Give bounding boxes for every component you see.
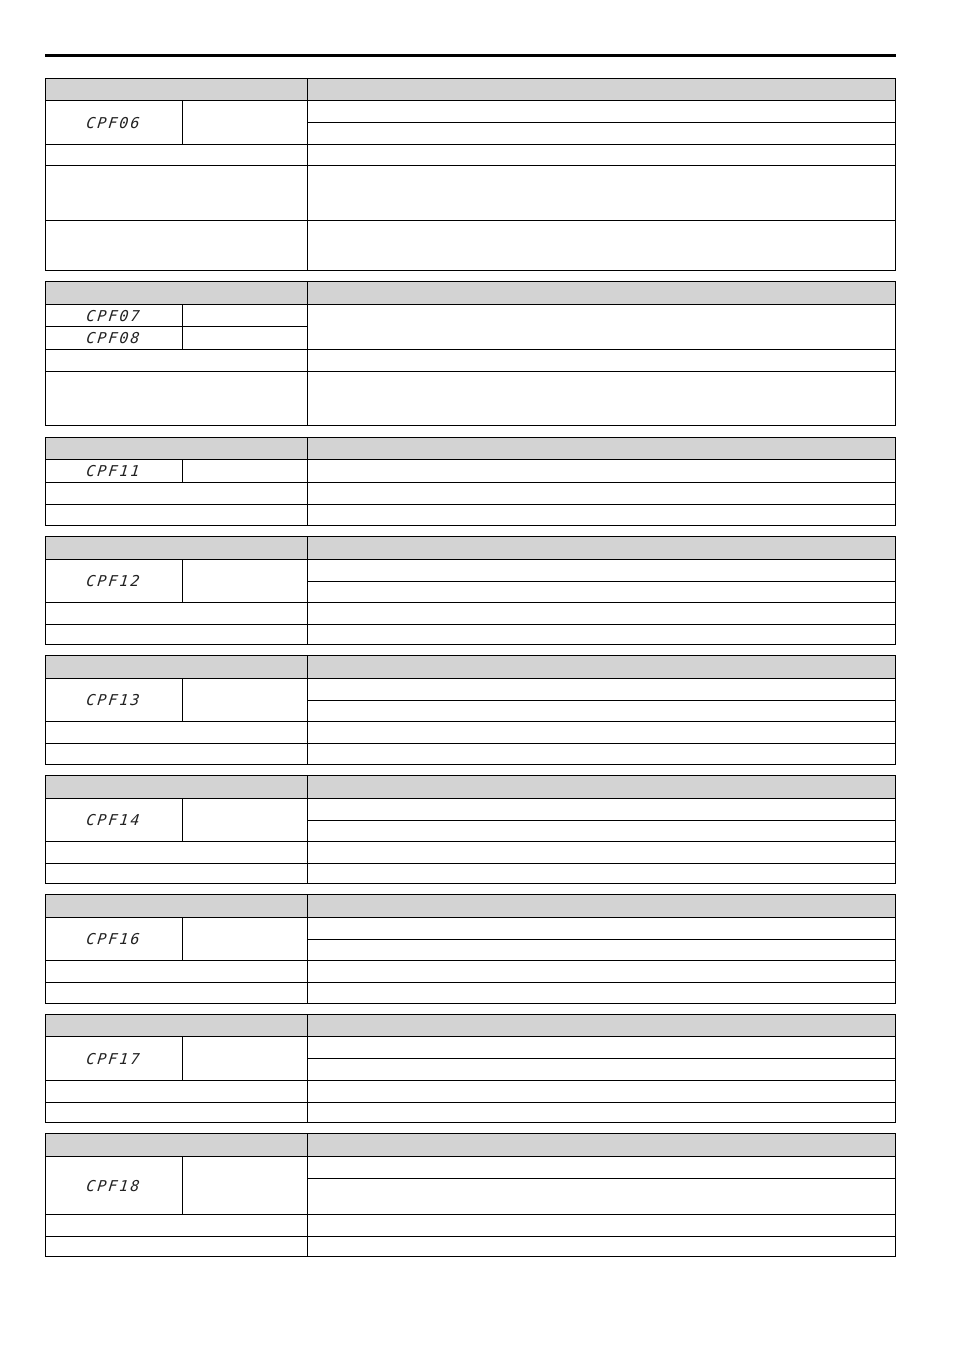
table-row	[46, 743, 895, 764]
fault-code-display: CPF13	[85, 691, 143, 709]
table-header-row	[46, 776, 895, 798]
table-row	[46, 349, 895, 371]
code-row	[46, 678, 895, 721]
table-header-row	[46, 438, 895, 459]
fault-code-display: CPF17	[85, 1049, 143, 1068]
table-row	[46, 841, 895, 863]
table-header-row	[46, 537, 895, 559]
fault-code-display: CPF08	[85, 329, 143, 347]
table-row	[46, 960, 895, 982]
table-cpf16	[45, 894, 896, 1004]
table-row	[46, 504, 895, 525]
code-row	[46, 798, 895, 841]
table-row	[46, 144, 895, 165]
table-row	[46, 721, 895, 743]
code-row	[46, 304, 895, 349]
table-row	[46, 165, 895, 220]
table-row	[46, 220, 895, 270]
table-row	[46, 624, 895, 644]
table-cpf12	[45, 536, 896, 645]
table-header-row	[46, 282, 895, 304]
fault-code-display: CPF06	[85, 113, 143, 132]
table-cpf07-cpf08	[45, 281, 896, 426]
table-row	[46, 1102, 895, 1122]
table-header-row	[46, 1134, 895, 1156]
code-row	[46, 1036, 895, 1080]
table-row	[46, 1080, 895, 1102]
table-cpf11	[45, 437, 896, 526]
code-row	[46, 559, 895, 602]
table-row	[46, 482, 895, 504]
table-cpf18	[45, 1133, 896, 1257]
table-row	[46, 982, 895, 1003]
table-header-row	[46, 656, 895, 678]
table-row	[46, 602, 895, 624]
table-cpf14	[45, 775, 896, 884]
fault-code-display: CPF11	[85, 462, 143, 480]
table-cpf13	[45, 655, 896, 765]
code-row	[46, 917, 895, 960]
table-header-row	[46, 895, 895, 917]
table-cpf06	[45, 78, 896, 271]
table-header-row	[46, 1015, 895, 1036]
fault-code-display: CPF16	[85, 930, 143, 948]
fault-code-display: CPF07	[85, 307, 143, 325]
table-cpf17	[45, 1014, 896, 1123]
fault-code-display: CPF14	[85, 811, 143, 829]
table-row	[46, 1214, 895, 1236]
page-top-rule	[45, 54, 896, 57]
table-row	[46, 371, 895, 425]
code-row	[46, 1156, 895, 1214]
table-row	[46, 863, 895, 883]
code-row	[46, 459, 895, 482]
fault-code-display: CPF12	[85, 572, 143, 590]
code-row	[46, 100, 895, 144]
table-header-row	[46, 79, 895, 100]
fault-code-display: CPF18	[85, 1176, 143, 1195]
table-row	[46, 1236, 895, 1256]
